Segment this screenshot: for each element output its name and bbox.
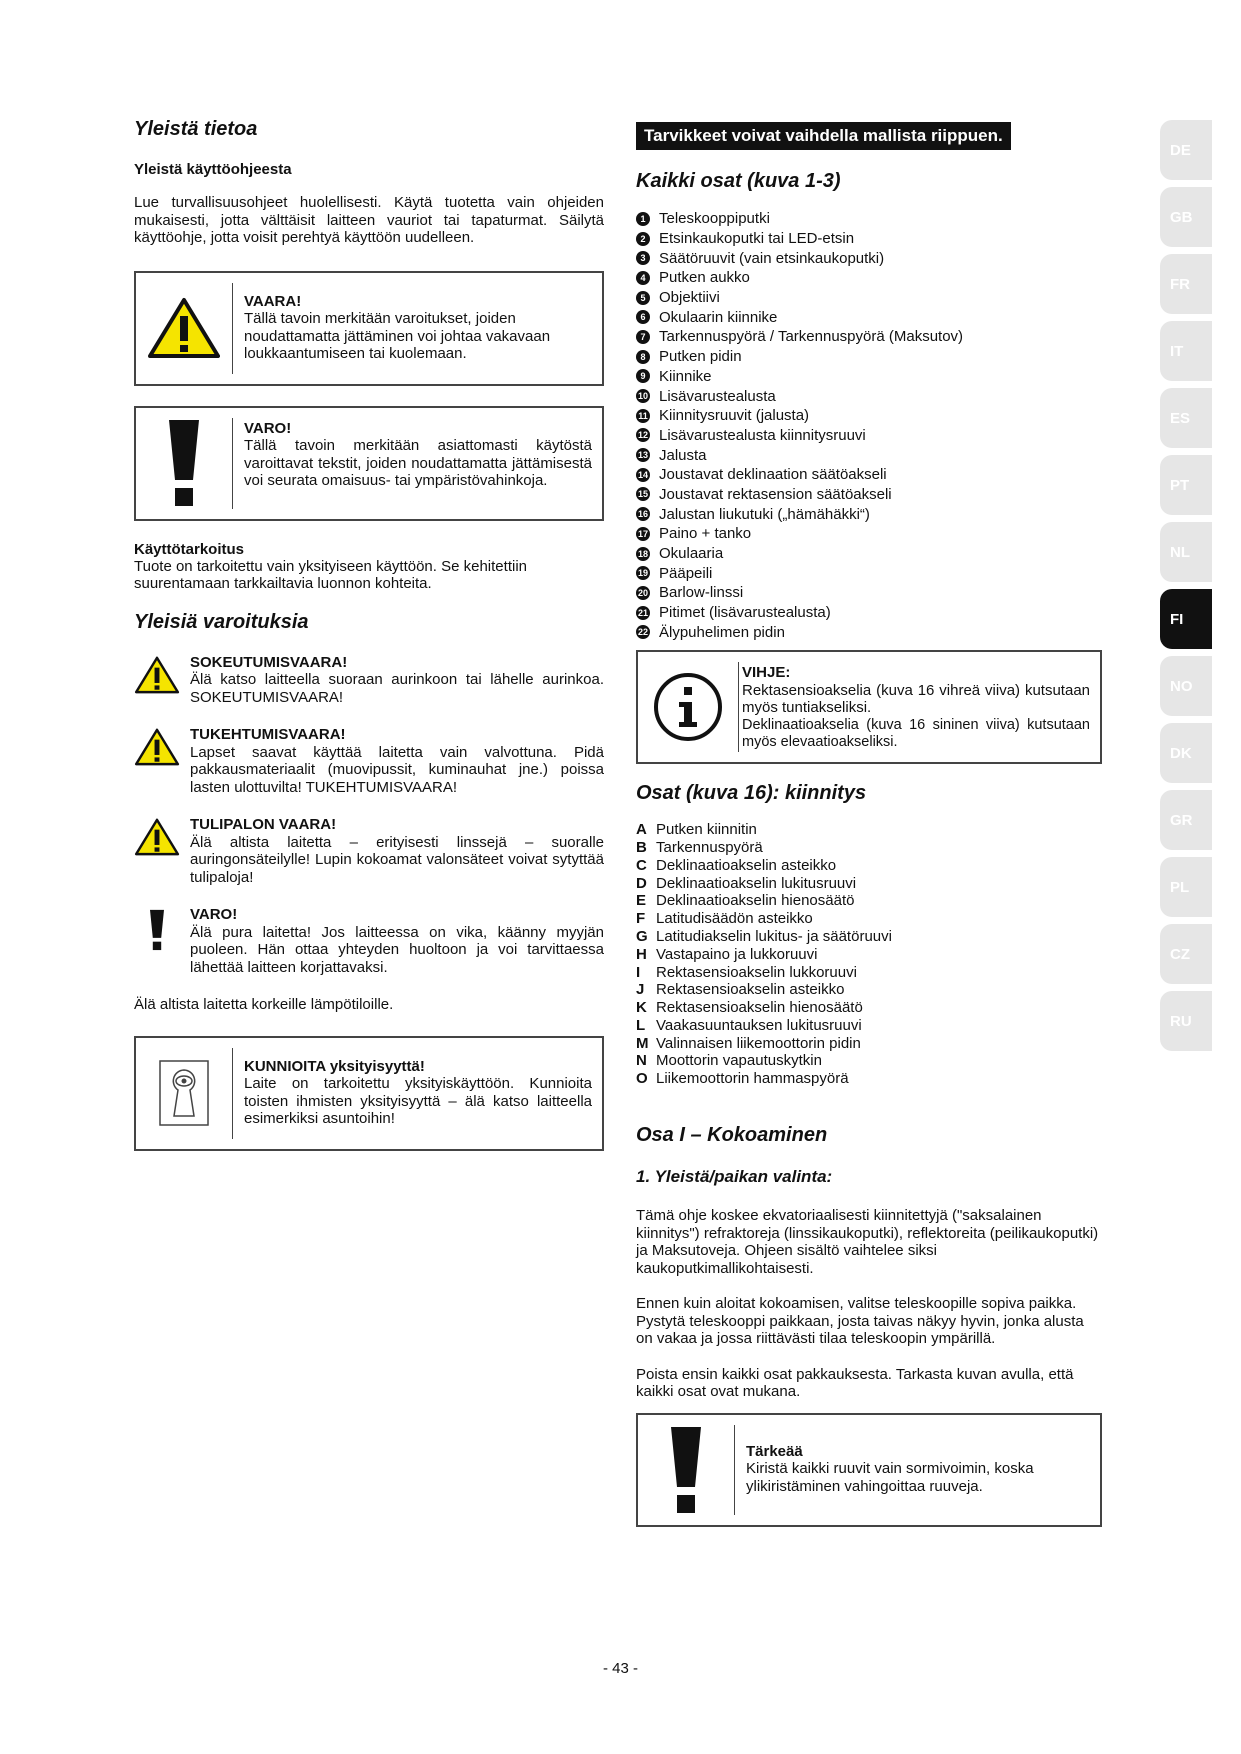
mount-part-letter: A: [636, 821, 647, 839]
parts-list-item: [636, 268, 1102, 288]
manual-heading: Yleistä käyttöohjeesta: [134, 161, 292, 178]
part-number-badge: 10: [637, 391, 648, 402]
mount-part-label: Rektasensioakselin hienosäätö: [656, 999, 863, 1017]
warning-text: Älä altista laitetta – erityisesti linssejä – suoralle auringonsäteilylle! Lupin kokoamat valonsäteet voivat sytyttää tulipaloja!: [190, 833, 604, 886]
part-number-badge: 4: [636, 271, 650, 285]
warning-title: TULIPALON VAARA!: [190, 816, 337, 833]
mount-part-letter: O: [636, 1070, 648, 1088]
part-number-badge: 7: [636, 330, 650, 344]
mount-list-item: [636, 1070, 1102, 1088]
parts-list-item: [636, 504, 1102, 524]
part-number-badge: 18: [637, 548, 648, 559]
parts-list-item: [636, 307, 1102, 327]
mount-part-label: Vaakasuuntauksen lukitusruuvi: [656, 1016, 862, 1034]
section-title-general: Yleistä tietoa: [134, 118, 258, 140]
mount-part-letter: E: [636, 892, 647, 910]
section-title-warnings: Yleisiä varoituksia: [134, 610, 309, 633]
parts-list-item: [636, 386, 1102, 406]
part-label: Jalusta: [659, 446, 707, 464]
part-number-badge: 16: [637, 509, 648, 520]
mount-part-label: Deklinaatioakselin hienosäätö: [656, 892, 855, 910]
warning-text: Älä pura laitetta! Jos laitteessa on vika, käänny myyjän puoleen. Hän ottaa yhteyden huoltoon ja voi tarvittaessa lähettää laitteen korjattavaksi.: [190, 923, 604, 976]
privacy-text: Laite on tarkoitettu yksityiskäyttöön. Kunnioita toisten ihmisten yksityisyyttä – älä katso laitteella esimerkiksi asuntoihin!: [244, 1075, 592, 1127]
warning-triangle-icon: [134, 818, 180, 861]
part-number-badge: 17: [637, 528, 648, 539]
mount-list-item: [636, 875, 1102, 893]
parts-list-item: [636, 544, 1102, 564]
assembly-para-1: Tämä ohje koskee ekvatoriaalisesti kiinnitettyjä ("saksalainen kiinnitys") refraktoreja (linssikaukoputki), reflektoreita (peilikaukoputki) ja Maksutoveja. Ohjeen sisältö vaihtelee siksi kaukoputkimallikohtaisesti.: [636, 1207, 1099, 1277]
intro-text: Lue turvallisuusohjeet huolellisesti. Käytä tuotetta vain ohjeiden mukaisesti, jotta välttäisit laitteen vauriot tai tapaturmat. Säilytä käyttöohje, jotta voisit perehtyä käyttöön uudelleen.: [134, 194, 604, 246]
purpose-text: Tuote on tarkoitettu vain yksityiseen käyttöön. Se kehitettiin suurentamaan tarkkailtavia luonnon kohteita.: [134, 557, 527, 592]
mount-part-label: Tarkennuspyörä: [656, 838, 763, 856]
info-icon: [638, 652, 738, 762]
mount-list-item: [636, 821, 1102, 839]
important-text: Kiristä kaikki ruuvit vain sormivoimin, koska ylikiristäminen vahingoittaa ruuveja.: [746, 1460, 1034, 1495]
box-divider: [232, 418, 233, 509]
mount-part-label: Rektasensioakselin asteikko: [656, 981, 845, 999]
parts-list-item: [636, 248, 1102, 268]
part-label: Joustavat deklinaation säätöakseli: [659, 466, 887, 484]
caution-box: [134, 406, 604, 521]
part-number-badge: 9: [636, 369, 650, 383]
danger-title: VAARA!: [244, 292, 302, 310]
mount-part-label: Putken kiinnitin: [656, 821, 757, 839]
language-tab-fi[interactable]: FI: [1160, 589, 1212, 649]
assembly-para-2a: Ennen kuin aloitat kokoamisen, valitse teleskoopille sopiva paikka.: [636, 1295, 1077, 1313]
part-label: Lisävarustealusta kiinnitysruuvi: [659, 426, 866, 444]
part-label: Tarkennuspyörä / Tarkennuspyörä (Maksutov): [659, 328, 964, 346]
mount-part-label: Moottorin vapautuskytkin: [656, 1052, 822, 1070]
caution-text: Tällä tavoin merkitään asiattomasti käytöstä varoittavat tekstit, joiden noudattamatta jättämisestä voi seurata omaisuus- tai ympäristövahinkoja.: [244, 437, 592, 489]
box-divider: [232, 283, 233, 374]
part-label: Älypuhelimen pidin: [659, 623, 785, 641]
temperature-note: Älä altista laitetta korkeille lämpötiloille.: [134, 996, 394, 1013]
mount-part-letter: F: [636, 910, 646, 928]
language-tab-no[interactable]: NO: [1160, 656, 1212, 716]
warning-triangle-icon: [134, 728, 180, 771]
part-label: Barlow-linssi: [659, 584, 744, 602]
parts-list-item: [636, 229, 1102, 249]
part-label: Putken aukko: [659, 269, 750, 287]
part-label: Joustavat rektasension säätöakseli: [659, 485, 892, 503]
keyhole-eye-icon: [136, 1038, 232, 1149]
mount-list-item: [636, 1017, 1102, 1035]
section-title-mount: Osat (kuva 16): kiinnitys: [636, 782, 867, 805]
part-label: Säätöruuvit (vain etsinkaukoputki): [659, 249, 885, 267]
part-number-badge: 20: [637, 587, 648, 598]
hint-box: [636, 650, 1102, 764]
parts-list-item: [636, 563, 1102, 583]
parts-list-item: [636, 524, 1102, 544]
parts-list-item: [636, 465, 1102, 485]
parts-list-item: [636, 347, 1102, 367]
part-number-badge: 8: [636, 350, 650, 364]
warning-blindness: [134, 654, 604, 707]
mount-part-letter: N: [636, 1052, 647, 1070]
assembly-para-2b: Pystytä teleskooppi paikkaan, josta taivas näkyy hyvin, jonka alusta on vakaa ja jossa riittävästi tilaa teleskoopin ympärillä.: [636, 1312, 1084, 1348]
parts-list-item: [636, 485, 1102, 505]
part-label: Putken pidin: [659, 348, 742, 366]
language-tabs: [1160, 120, 1212, 1058]
mount-part-letter: I: [636, 963, 641, 981]
mount-part-letter: C: [636, 856, 647, 874]
privacy-box: [134, 1036, 604, 1151]
part-label: Etsinkaukoputki tai LED-etsin: [659, 230, 855, 248]
parts-list-item: [636, 583, 1102, 603]
part-label: Objektiivi: [659, 289, 720, 307]
right-column: [636, 122, 1102, 1527]
part-number-badge: 13: [637, 450, 648, 461]
warning-triangle-icon: [134, 656, 180, 699]
mount-parts-list: [636, 821, 1102, 1088]
part-number-badge: 12: [637, 430, 648, 441]
step-title: 1. Yleistä/paikan valinta:: [636, 1167, 833, 1187]
language-tab-it[interactable]: IT: [1160, 321, 1212, 381]
language-tab-de[interactable]: DE: [1160, 120, 1212, 180]
language-tab-fr[interactable]: FR: [1160, 254, 1212, 314]
mount-part-label: Latitudiakselin lukitus- ja säätöruuvi: [656, 927, 892, 945]
accessories-banner: Tarvikkeet voivat vaihdella mallista riippuen.: [636, 122, 1011, 150]
language-tab-cz[interactable]: CZ: [1160, 924, 1212, 984]
exclamation-icon: [150, 908, 164, 957]
warning-suffocation: [134, 726, 604, 796]
part-label: Pitimet (lisävarustealusta): [659, 604, 831, 622]
part-label: Okulaaria: [659, 545, 724, 563]
parts-list-item: [636, 209, 1102, 229]
part-number-badge: 22: [637, 627, 648, 638]
warning-caution: [134, 906, 604, 976]
box-divider: [738, 662, 739, 752]
part-label: Kiinnike: [659, 367, 712, 385]
warning-title: TUKEHTUMISVAARA!: [190, 726, 346, 743]
part-number-badge: 5: [636, 291, 650, 305]
language-tab-gr[interactable]: GR: [1160, 790, 1212, 850]
mount-list-item: [636, 839, 1102, 857]
purpose-heading: Käyttötarkoitus: [134, 540, 245, 558]
parts-list-item: [636, 367, 1102, 387]
parts-list-item: [636, 445, 1102, 465]
part-label: Pääpeili: [659, 564, 713, 582]
parts-list-item: [636, 426, 1102, 446]
mount-list-item: [636, 946, 1102, 964]
mount-part-label: Liikemoottorin hammaspyörä: [656, 1070, 849, 1088]
part-number-badge: 14: [637, 469, 648, 480]
parts-list-item: [636, 406, 1102, 426]
warning-triangle-icon: [136, 273, 232, 384]
mount-list-item: [636, 999, 1102, 1017]
part-label: Jalustan liukutuki („hämähäkki“): [659, 505, 870, 523]
hint-title: VIHJE:: [742, 664, 791, 682]
warning-title: VARO!: [190, 906, 238, 923]
warning-text: Älä katso laitteella suoraan aurinkoon tai lähelle aurinkoa. SOKEUTUMISVAARA!: [190, 671, 604, 706]
language-tab-pl[interactable]: PL: [1160, 857, 1212, 917]
mount-part-label: Valinnaisen liikemoottorin pidin: [656, 1034, 861, 1052]
section-title-parts: Kaikki osat (kuva 1-3): [636, 170, 841, 192]
part-label: Teleskooppiputki: [659, 210, 770, 228]
mount-part-label: Vastapaino ja lukkoruuvi: [656, 945, 818, 963]
part-label: Okulaarin kiinnike: [659, 308, 778, 326]
danger-text: Tällä tavoin merkitään varoitukset, joiden noudattamatta jättäminen voi johtaa vakavaan loukkaantumiseen tai kuolemaan.: [244, 310, 551, 362]
language-tab-ru[interactable]: RU: [1160, 991, 1212, 1051]
part-number-badge: 2: [636, 232, 650, 246]
part-number-badge: 15: [637, 489, 648, 500]
mount-list-item: [636, 1035, 1102, 1053]
mount-list-item: [636, 857, 1102, 875]
box-divider: [232, 1048, 233, 1139]
language-tab-es[interactable]: ES: [1160, 388, 1212, 448]
mount-part-label: Rektasensioakselin lukkoruuvi: [656, 963, 857, 981]
mount-part-label: Latitudisäädön asteikko: [656, 910, 813, 928]
part-label: Kiinnitysruuvit (jalusta): [659, 407, 810, 425]
parts-list-item: [636, 288, 1102, 308]
language-tab-nl[interactable]: NL: [1160, 522, 1212, 582]
important-box: [636, 1413, 1102, 1527]
parts-list: [636, 209, 1102, 642]
part-number-badge: 11: [636, 409, 650, 423]
exclamation-icon: [638, 1415, 734, 1525]
box-divider: [734, 1425, 735, 1515]
warning-text: Lapset saavat käyttää laitetta vain valvottuna. Pidä pakkausmateriaalit (muovipussit, kuminauhat jne.) poissa lasten ulottuvilta! TUKEHTUMISVAARA!: [190, 743, 604, 796]
part-number-badge: 19: [637, 568, 648, 579]
section-title-assembly: Osa I – Kokoaminen: [636, 1124, 828, 1147]
mount-list-item: [636, 981, 1102, 999]
language-tab-dk[interactable]: DK: [1160, 723, 1212, 783]
mount-list-item: [636, 1052, 1102, 1070]
mount-part-label: Deklinaatioakselin asteikko: [656, 856, 837, 874]
mount-list-item: [636, 964, 1102, 982]
danger-box: [134, 271, 604, 386]
mount-part-letter: H: [636, 945, 647, 963]
left-column: [134, 118, 604, 1151]
part-label: Paino + tanko: [659, 525, 752, 543]
hint-text-ra: Rektasensioakselia (kuva 16 vihreä viiva) kutsutaan myös tuntiakseliksi.: [742, 681, 1090, 717]
parts-list-item: [636, 327, 1102, 347]
mount-part-label: Deklinaatioakselin lukitusruuvi: [656, 874, 857, 892]
mount-part-letter: K: [636, 999, 647, 1017]
part-number-badge: 3: [636, 251, 650, 265]
mount-part-letter: B: [636, 838, 647, 856]
language-tab-pt[interactable]: PT: [1160, 455, 1212, 515]
language-tab-gb[interactable]: GB: [1160, 187, 1212, 247]
page-number: - 43 -: [602, 1660, 638, 1677]
mount-part-letter: G: [636, 927, 648, 945]
assembly-para-3: Poista ensin kaikki osat pakkauksesta. Tarkasta kuvan avulla, että kaikki osat ovat mukana.: [636, 1365, 1074, 1401]
parts-list-item: [636, 603, 1102, 623]
part-label: Lisävarustealusta: [659, 387, 776, 405]
important-title: Tärkeää: [746, 1442, 803, 1460]
caution-title: VARO!: [244, 419, 292, 437]
part-number-badge: 1: [636, 212, 650, 226]
mount-list-item: [636, 928, 1102, 946]
mount-part-letter: L: [636, 1016, 646, 1034]
mount-list-item: [636, 910, 1102, 928]
parts-list-item: [636, 622, 1102, 642]
part-number-badge: 21: [637, 607, 648, 618]
part-number-badge: 6: [636, 310, 650, 324]
hint-text-dec: Deklinaatioakselia (kuva 16 sininen viiva) kutsutaan myös elevaatioakseliksi.: [742, 716, 1090, 751]
mount-list-item: [636, 892, 1102, 910]
warning-fire: [134, 816, 604, 886]
exclamation-icon: [136, 408, 232, 519]
mount-part-letter: D: [636, 874, 647, 892]
mount-part-letter: J: [636, 981, 645, 999]
warning-title: SOKEUTUMISVAARA!: [190, 653, 348, 671]
privacy-title: KUNNIOITA yksityisyyttä!: [244, 1057, 425, 1075]
mount-part-letter: M: [636, 1034, 649, 1052]
